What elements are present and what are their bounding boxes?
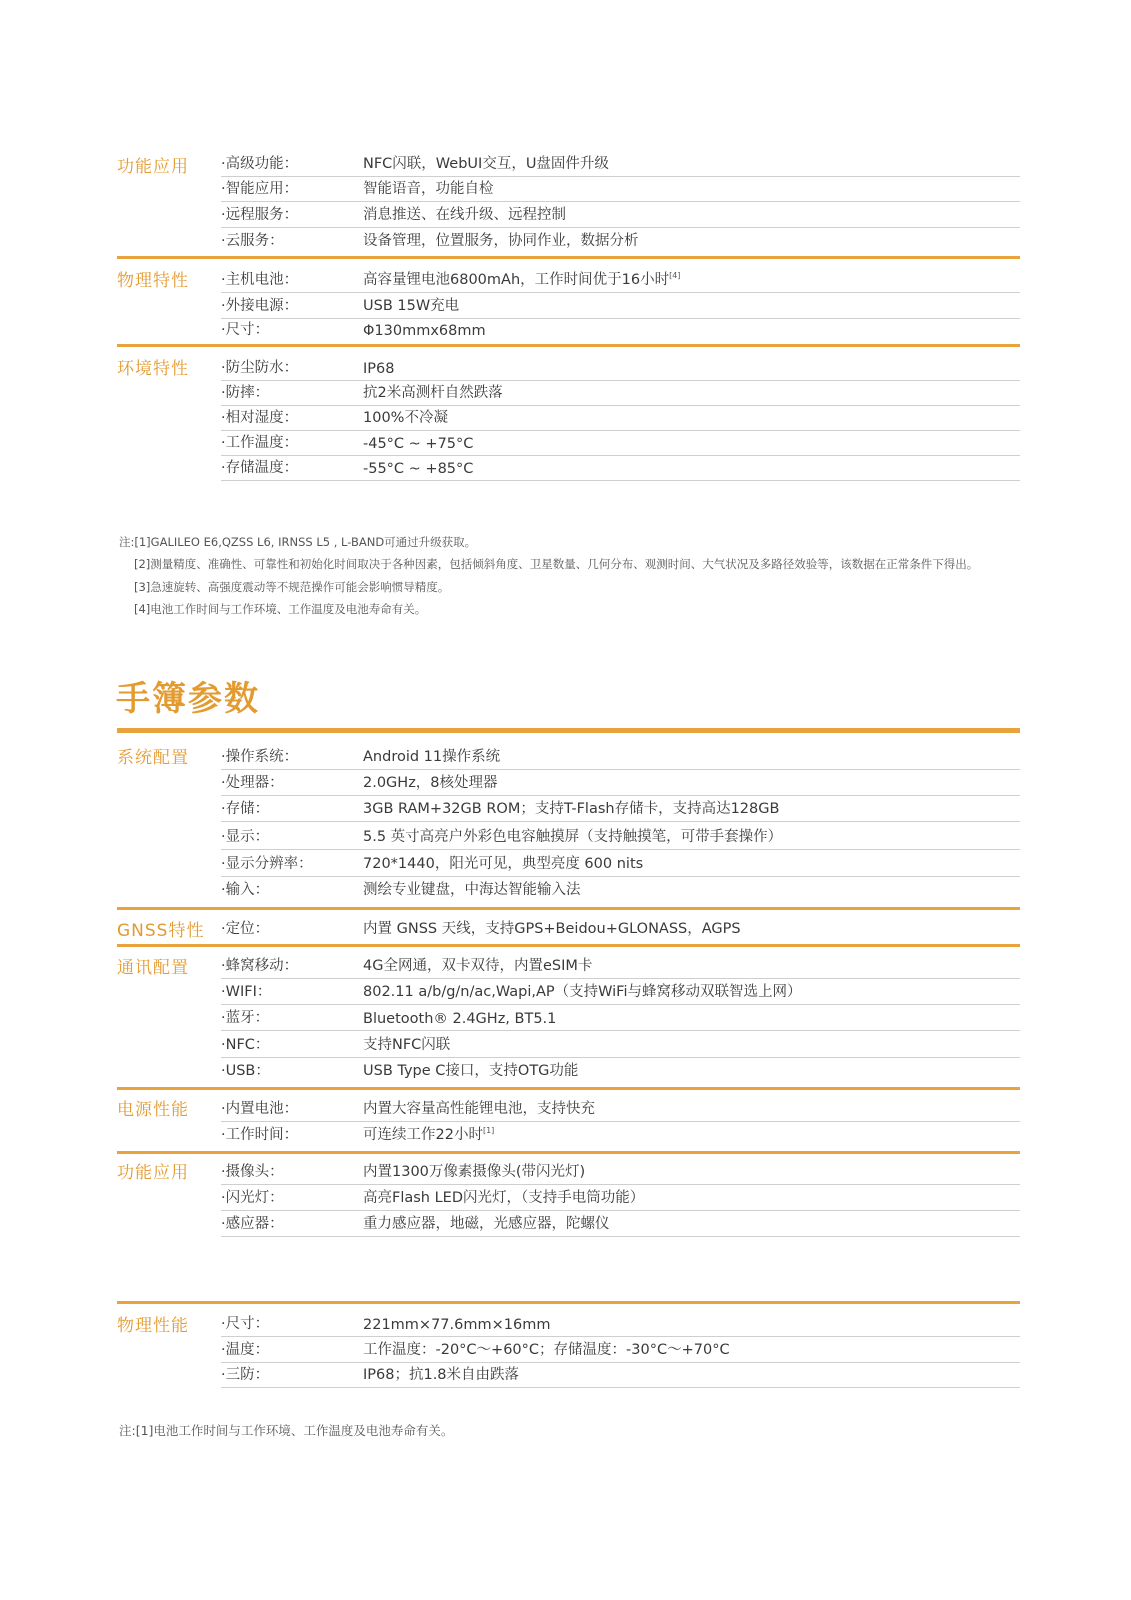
spec-value: 5.5 英寸高亮户外彩色电容触摸屏（支持触摸笔，可带手套操作）	[363, 829, 783, 845]
spec-value: -45°C ~ +75°C	[363, 436, 474, 452]
spec-key: ·NFC：	[221, 1037, 270, 1053]
receiver-physical-section	[117, 264, 1020, 344]
spec-row	[221, 849, 1020, 877]
spec-key: ·感应器：	[221, 1216, 284, 1232]
spec-row	[221, 1184, 1020, 1211]
spec-row	[221, 876, 1020, 902]
spec-value: -55°C ~ +85°C	[363, 461, 474, 477]
footnote-ref: [4]	[669, 271, 681, 281]
spec-row	[221, 1157, 1020, 1185]
spec-key: ·工作温度：	[221, 435, 299, 451]
note-line: 注:[1]GALILEO E6,QZSS L6, IRNSS L5 , L-BAND可通过升级获取。	[119, 535, 477, 549]
category-label: 功能应用	[117, 157, 189, 177]
spec-key: ·处理器：	[221, 775, 284, 791]
category-label: GNSS特性	[117, 921, 205, 941]
spec-row	[221, 176, 1020, 202]
spec-key: ·蓝牙：	[221, 1010, 270, 1026]
spec-row	[221, 1121, 1020, 1147]
spec-value: 可连续工作22小时[1]	[363, 1126, 495, 1143]
handbook-physical-section	[117, 1307, 1020, 1392]
spec-row	[221, 380, 1020, 406]
spec-key: ·蜂窝移动：	[221, 958, 299, 974]
handbook-comm-section	[117, 950, 1020, 1085]
spec-value: 2.0GHz，8核处理器	[363, 775, 498, 791]
spec-key: ·内置电池：	[221, 1101, 299, 1117]
spec-row	[221, 1093, 1020, 1122]
spec-value: IP68	[363, 361, 395, 377]
category-label: 物理特性	[117, 271, 189, 291]
spec-row	[221, 821, 1020, 850]
spec-key: ·存储：	[221, 801, 270, 817]
handbook-power-section	[117, 1093, 1020, 1153]
spec-row	[221, 292, 1020, 319]
spec-key: ·相对湿度：	[221, 410, 299, 426]
spec-key: ·显示：	[221, 829, 270, 845]
spec-key: ·尺寸：	[221, 1316, 270, 1332]
spec-value: 3GB RAM+32GB ROM；支持T-Flash存储卡，支持高达128GB	[363, 801, 780, 817]
spec-row	[221, 914, 1020, 941]
spec-value: 内置大容量高性能锂电池，支持快充	[363, 1101, 595, 1117]
spec-value: 测绘专业键盘，中海达智能输入法	[363, 882, 581, 898]
spec-row	[221, 1210, 1020, 1237]
receiver-notes	[119, 531, 978, 620]
page-title: 手簿参数	[116, 679, 260, 719]
spec-row	[221, 1030, 1020, 1058]
section-divider	[117, 907, 1020, 910]
handbook-notes	[119, 1420, 453, 1442]
spec-row	[221, 352, 1020, 381]
spec-row	[221, 405, 1020, 431]
spec-value: 高亮Flash LED闪光灯，（支持手电筒功能）	[363, 1190, 645, 1206]
category-label: 电源性能	[117, 1100, 189, 1120]
spec-row	[221, 978, 1020, 1005]
spec-row	[221, 227, 1020, 253]
spec-row	[221, 950, 1020, 979]
spec-value: 消息推送、在线升级、远程控制	[363, 207, 566, 223]
category-label: 物理性能	[117, 1316, 189, 1336]
spec-value: 重力感应器，地磁，光感应器，陀螺仪	[363, 1216, 610, 1232]
note-line: [3]急速旋转、高强度震动等不规范操作可能会影响惯导精度。	[134, 579, 450, 594]
spec-row	[221, 1057, 1020, 1083]
spec-key: ·外接电源：	[221, 298, 299, 314]
spec-key: ·智能应用：	[221, 181, 299, 197]
spec-row	[221, 1362, 1020, 1388]
spec-key: ·三防：	[221, 1367, 270, 1383]
spec-row	[221, 1336, 1020, 1363]
spec-value: IP68；抗1.8米自由跌落	[363, 1367, 520, 1383]
spec-value: Bluetooth® 2.4GHz, BT5.1	[363, 1011, 557, 1027]
section-divider	[117, 1151, 1020, 1154]
spec-key: ·USB：	[221, 1063, 270, 1079]
spec-key: ·尺寸：	[221, 322, 270, 338]
spec-key: ·防尘防水：	[221, 360, 299, 376]
receiver-func-app-section	[117, 150, 1020, 260]
spec-key: ·远程服务：	[221, 207, 299, 223]
spec-value: 设备管理，位置服务，协同作业，数据分析	[363, 233, 639, 249]
section-divider	[117, 1087, 1020, 1090]
note-line: 注:[1]电池工作时间与工作环境、工作温度及电池寿命有关。	[119, 1423, 454, 1438]
spec-value: 工作温度：-20°C～+60°C；存储温度：-30°C～+70°C	[363, 1342, 730, 1358]
spec-value: 802.11 a/b/g/n/ac,Wapi,AP（支持WiFi与蜂窝移动双联智选上网）	[363, 984, 802, 1000]
category-label: 功能应用	[117, 1163, 189, 1183]
spec-value: 智能语音，功能自检	[363, 181, 494, 197]
spec-key: ·摄像头：	[221, 1164, 284, 1180]
section-divider	[117, 344, 1020, 347]
spec-row	[221, 201, 1020, 228]
section-divider	[117, 944, 1020, 947]
section-divider	[117, 256, 1020, 259]
footnote-ref: [1]	[482, 1126, 495, 1136]
spec-key: ·闪光灯：	[221, 1190, 284, 1206]
spec-key: ·存储温度：	[221, 460, 299, 476]
handbook-func-app-section	[117, 1157, 1020, 1247]
spec-key: ·输入：	[221, 882, 270, 898]
spec-value: 内置1300万像素摄像头(带闪光灯)	[363, 1164, 586, 1180]
spec-value: 720*1440，阳光可见，典型亮度 600 nits	[363, 856, 644, 872]
spec-row	[221, 455, 1020, 481]
spec-value: NFC闪联，WebUI交互，U盘固件升级	[363, 156, 609, 172]
spec-value: 支持NFC闪联	[363, 1037, 451, 1053]
spec-value: USB 15W充电	[363, 298, 460, 314]
spec-key: ·主机电池：	[221, 272, 299, 288]
spec-row	[221, 150, 1020, 177]
spec-value: 内置 GNSS 天线，支持GPS+Beidou+GLONASS，AGPS	[363, 921, 741, 937]
section-divider	[117, 1301, 1020, 1304]
spec-key: ·云服务：	[221, 233, 284, 249]
spec-key: ·定位：	[221, 921, 270, 937]
spec-key: ·防摔：	[221, 385, 270, 401]
receiver-environment-section	[117, 352, 1020, 492]
category-label: 系统配置	[117, 748, 189, 768]
spec-value: Φ130mmx68mm	[363, 323, 486, 339]
title-divider	[117, 728, 1020, 733]
spec-row	[221, 318, 1020, 342]
spec-key: ·温度：	[221, 1342, 270, 1358]
spec-row	[221, 795, 1020, 822]
spec-value: Android 11操作系统	[363, 749, 501, 765]
note-line: [2]测量精度、准确性、可靠性和初始化时间取决于各种因素，包括倾斜角度、卫星数量、几何分布、观测时间、大气状况及多路径效验等，该数据在正常条件下得出。	[134, 557, 979, 572]
spec-value: 100%不冷凝	[363, 410, 448, 426]
spec-row	[221, 1307, 1020, 1337]
spec-value: USB Type C接口，支持OTG功能	[363, 1063, 579, 1079]
spec-row	[221, 430, 1020, 456]
spec-key: ·操作系统：	[221, 749, 299, 765]
handbook-gnss-section	[117, 914, 1020, 946]
category-label: 环境特性	[117, 359, 189, 379]
spec-key: ·工作时间：	[221, 1127, 299, 1143]
spec-row	[221, 739, 1020, 770]
spec-row	[221, 1004, 1020, 1031]
spec-value: 4G全网通，双卡双待，内置eSIM卡	[363, 958, 593, 974]
note-line: [4]电池工作时间与工作环境、工作温度及电池寿命有关。	[134, 601, 427, 616]
spec-row	[221, 769, 1020, 796]
spec-key: ·显示分辨率：	[221, 856, 313, 872]
category-label: 通讯配置	[117, 958, 189, 978]
handbook-system-section	[117, 739, 1020, 909]
spec-key: ·WIFI：	[221, 984, 272, 1000]
spec-row	[221, 264, 1020, 293]
spec-value: 221mm×77.6mm×16mm	[363, 1317, 551, 1333]
spec-value: 高容量锂电池6800mAh，工作时间优于16小时[4]	[363, 271, 681, 288]
spec-value: 抗2米高测杆自然跌落	[363, 385, 503, 401]
spec-key: ·高级功能：	[221, 156, 299, 172]
